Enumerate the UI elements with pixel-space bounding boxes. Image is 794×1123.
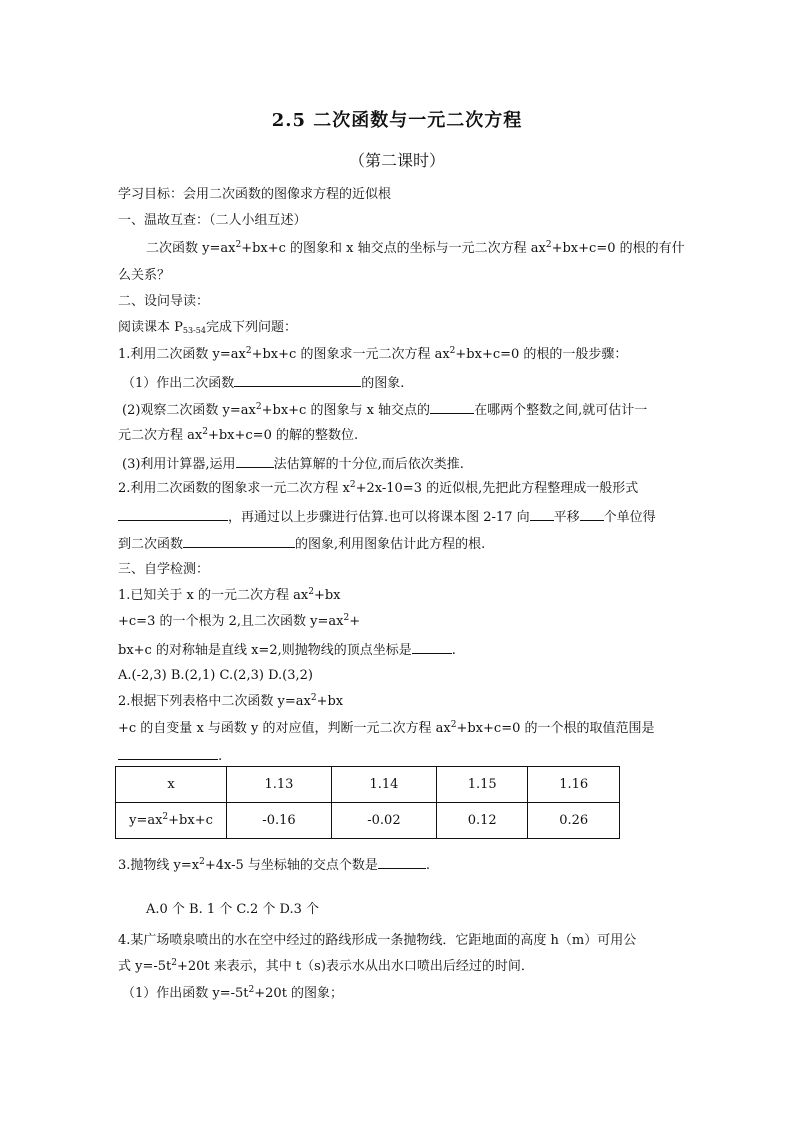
answer-blank[interactable] [118,746,218,760]
answer-blank[interactable] [236,454,274,468]
test-1-cont: +c=3 的一个根为 2,且二次函数 $y=ax^2+$ [118,613,361,629]
table-row [116,767,620,803]
document-subtitle: （第二课时） [348,151,445,170]
question-1-step-3: (3)利用计算器,运用 法估算解的十分位,而后依次类推. [122,454,464,474]
table-header-y: $y=ax^2+bx+c$ [116,803,227,839]
reading-instruction: 阅读课本 $P_{53-54}$完成下列问题： [118,320,297,335]
table-cell: -0.16 [227,803,332,839]
table-cell: -0.02 [331,803,436,839]
table-cell: 0.26 [528,803,620,839]
test-3: 3.抛物线 $y=x^2+4x-5$ 与坐标轴的交点个数是 . [118,857,431,873]
question-1-step-2-cont: 元二次方程 $ax^2+bx+c=0$ 的解的整数位. [118,427,359,443]
test-4: 4.某广场喷泉喷出的水在空中经过的路线形成一条抛物线．它距地面的高度 h（m）可用公 [118,933,637,948]
question-2-end: 到二次函数 的图象,利用图象估计此方程的根. [118,534,485,554]
test-1-options: A.(-2,3) B.(2,1) C.(2,3) D.(3,2) [118,668,313,683]
answer-blank[interactable] [234,373,361,387]
answer-blank[interactable] [430,400,474,414]
test-3-options: A.0 个 B. 1 个 C.2 个 D.3 个 [146,902,320,917]
table-row [116,803,620,839]
answer-blank[interactable] [118,507,228,521]
question-1-step-1: （1）作出二次函数 的图象. [122,373,404,393]
test-2: 2.根据下列表格中二次函数 $y=ax^2+bx$ [118,693,344,709]
table-cell: 1.16 [528,767,620,803]
section-3-heading: 三、自学检测： [118,562,210,577]
test-2-cont: +c 的自变量 x 与函数 y 的对应值，判断一元二次方程 $ax^2+bx+c=0$ 的一个根的取值范围是 [118,720,655,736]
question-1-step-2: (2)观察二次函数 $y=ax^2+bx+c$ 的图象与 x 轴交点的 在哪两个整数之间,就可估计一 [122,402,648,418]
test-1: 1.已知关于 x 的一元二次方程 $ax^2+bx$ [118,587,341,603]
answer-blank[interactable] [530,507,554,521]
value-table [115,766,620,839]
learning-goal: 学习目标：会用二次函数的图像求方程的近似根 [118,187,392,202]
question-1: 1.利用二次函数 $y=ax^2+bx+c$ 的图象求一元二次方程 $ax^2+bx+c=0$ 的根的一般步骤： [118,346,628,362]
answer-blank[interactable] [580,507,604,521]
answer-blank[interactable] [183,534,295,548]
question-2-cont: ，再通过以上步骤进行估算.也可以将课本图 2-17 向 平移 个单位得 [118,507,656,527]
test-4-step-1: （1）作出函数 $y=-5t^2+20t$ 的图象； [122,985,344,1001]
table-cell: 1.14 [331,767,436,803]
answer-blank[interactable] [378,855,426,869]
section-1-heading: 一、温故互查：（二人小组互述） [118,213,307,228]
test-4-cont: 式 $y=-5t^2+20t$ 来表示，其中 t（s)表示水从出水口喷出后经过的时间． [118,958,534,974]
section-1-question: 二次函数 $y=ax^2+bx+c$ 的图象和 x 轴交点的坐标与一元二次方程 $ax^2+bx+c=0$ 的根的有什 [146,240,685,256]
document-title: 2.5 二次函数与一元二次方程 [271,110,523,131]
table-cell: 1.15 [436,767,528,803]
table-header-x: x [116,767,227,803]
answer-blank[interactable] [412,640,452,654]
table-cell: 0.12 [436,803,528,839]
table-cell: 1.13 [227,767,332,803]
section-2-heading: 二、设问导读： [118,294,210,309]
test-2-end: . [118,746,222,766]
test-1-end: bx+c 的对称轴是直线 x=2,则抛物线的顶点坐标是 . [118,640,456,660]
section-1-question-cont: 么关系？ [118,268,171,283]
question-2: 2.利用二次函数的图象求一元二次方程 $x^2+2x-10=3$ 的近似根,先把此方程整理成一般形式 [118,480,639,496]
